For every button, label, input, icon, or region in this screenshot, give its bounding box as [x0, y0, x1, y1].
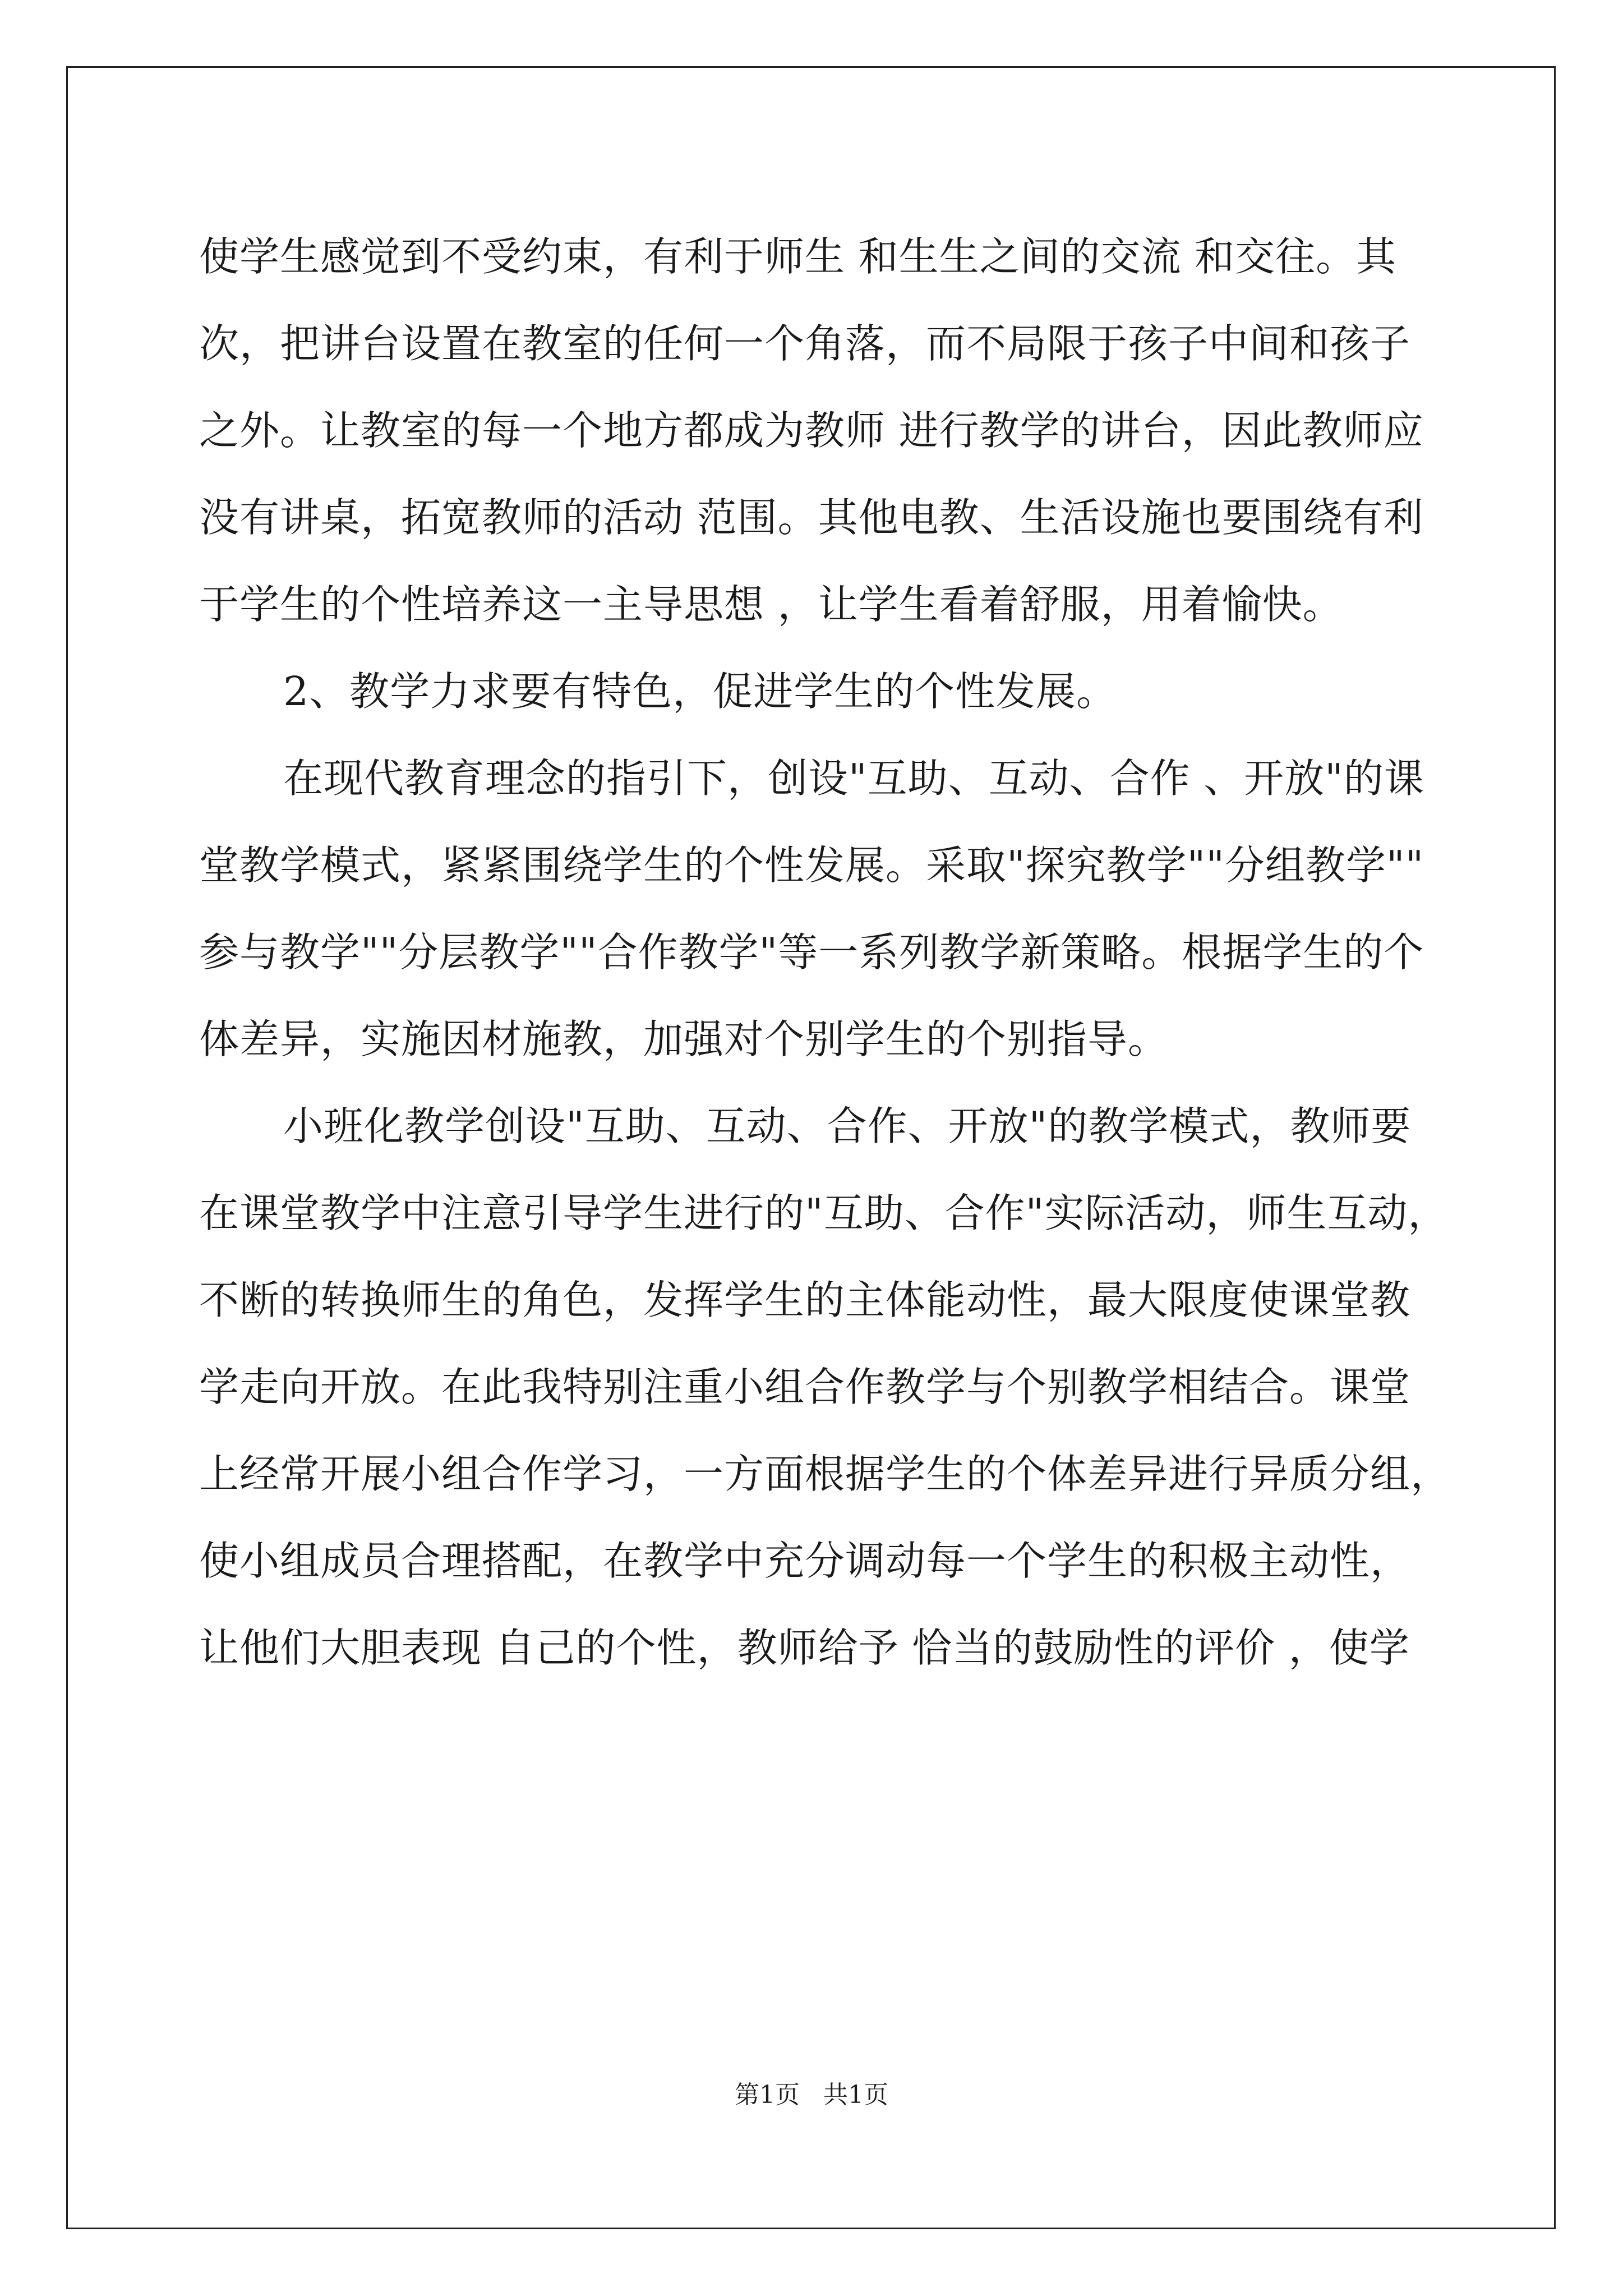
text-line: 之外。让教室的每一个地方都成为教师 进行教学的讲台，因此教师应 [199, 407, 1424, 454]
text-line: 于学生的个性培养这一主导思想 ，让学生看着舒服，用着愉快。 [199, 581, 1343, 628]
text-line: 学走向开放。在此我特别注重小组合作教学与个别教学相结合。课堂 [199, 1364, 1411, 1410]
text-line: 堂教学模式，紧紧围绕学生的个性发展。采取"探究教学""分组教学"" [199, 842, 1424, 889]
text-line: 体差异，实施因材施教，加强对个别学生的个别指导。 [199, 1016, 1169, 1062]
text-line: 不断的转换师生的角色，发挥学生的主体能动性，最大限度使课堂教 [199, 1277, 1411, 1323]
text-line: 让他们大胆表现 自己的个性，教师给予 恰当的鼓励性的评价 ，使学 [199, 1625, 1410, 1671]
text-line: 小班化教学创设"互助、互动、合作、开放"的教学模式，教师要 [283, 1103, 1412, 1149]
section-heading: 2、教学力求要有特色，促进学生的个性发展。 [283, 668, 1117, 715]
text-line: 使小组成员合理搭配，在教学中充分调动每一个学生的积极主动性， [199, 1538, 1411, 1584]
text-line: 参与教学""分层教学""合作教学"等一系列教学新策略。根据学生的个 [199, 929, 1424, 976]
text-line: 使学生感觉到不受约束，有利于师生 和生生之间的交流 和交往。其 [199, 233, 1397, 280]
document-body [199, 213, 1451, 1691]
text-line: 次，把讲台设置在教室的任何一个角落，而不局限于孩子中间和孩子 [199, 320, 1411, 367]
text-line: 上经常开展小组合作学习，一方面根据学生的个体差异进行异质分组， [199, 1451, 1451, 1497]
text-line: 在课堂教学中注意引导学生进行的"互助、合作"实际活动，师生互动， [199, 1190, 1449, 1236]
text-line: 没有讲桌，拓宽教师的活动 范围。其他电教、生活设施也要围绕有利 [199, 494, 1424, 541]
page-number-footer: 第1页 共1页 [735, 2081, 888, 2109]
text-line: 在现代教育理念的指引下，创设"互助、互动、合作 、开放"的课 [283, 755, 1424, 802]
